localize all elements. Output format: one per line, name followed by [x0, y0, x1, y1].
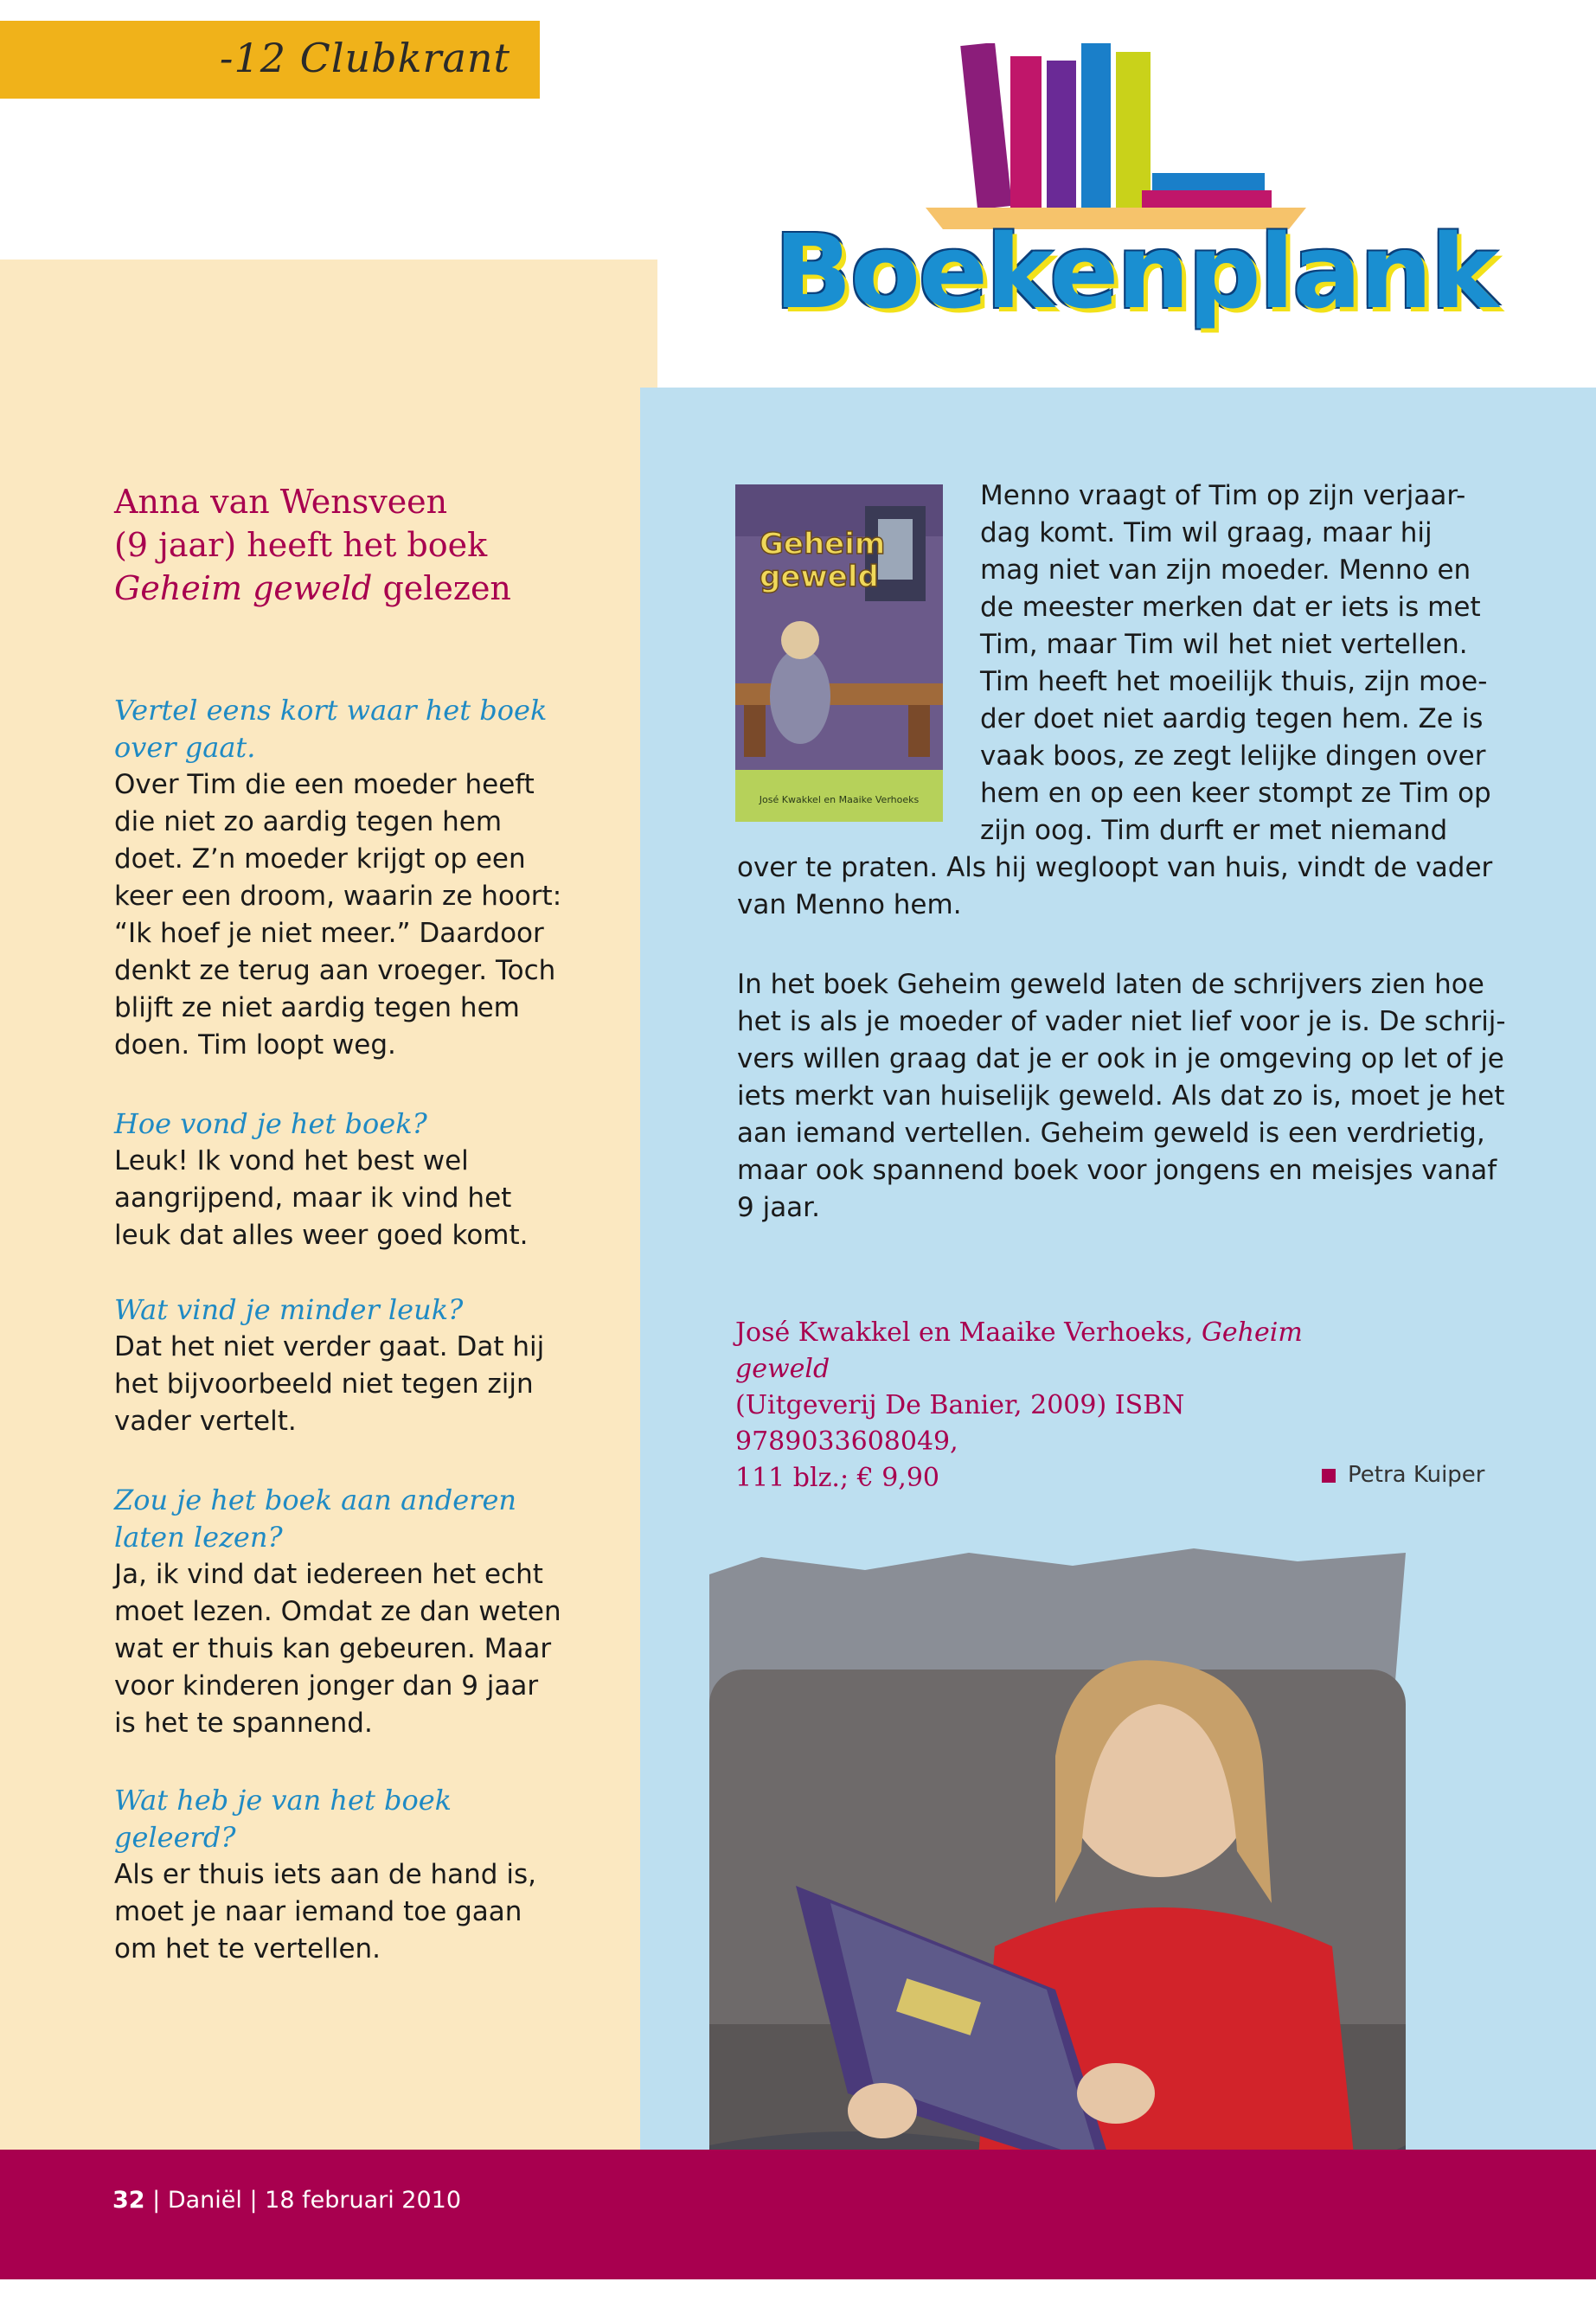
article-line: vaak boos, ze zegt lelijke dingen over	[980, 740, 1486, 772]
article-line: maar ook spannend boek voor jongens en meisjes vanaf	[737, 1155, 1497, 1186]
headline-line-2: (9 jaar) heeft het boek	[114, 526, 488, 564]
section-title: -12 Clubkrant	[219, 35, 510, 81]
article-line: zijn oog. Tim durft er met niemand	[980, 815, 1448, 846]
author-name: Petra Kuiper	[1348, 1462, 1485, 1488]
interview-answer: Over Tim die een moeder heeft die niet zo aardig tegen hem doet. Z’n moeder krijgt op een keer een droom, waarin ze hoort: “Ik hoef je niet meer.” Daardoor denkt ze terug aan vroeger. Toch blijft ze niet aardig tegen hem doen. Tim loopt weg.	[114, 769, 562, 1061]
footer-info	[112, 2187, 461, 2214]
interview-answer: Leuk! Ik vond het best wel aangrijpend, maar ik vind het leuk dat alles weer goed komt.	[114, 1145, 529, 1251]
article-line: over te praten. Als hij wegloopt van huis, vindt de vader	[737, 852, 1493, 883]
logo-wordmark: Boekenplank	[774, 212, 1497, 331]
article-line: het is als je moeder of vader niet lief voor je is. De schrij-	[737, 1006, 1506, 1037]
page-number: 32	[112, 2187, 145, 2214]
headline-line-1: Anna van Wensveen	[114, 483, 448, 521]
book-credits	[735, 1315, 1393, 1497]
article-line: vers willen graag dat je er ook in je omgeving op let of je	[737, 1043, 1504, 1074]
credits-authors: José Kwakkel en Maaike Verhoeks,	[735, 1317, 1202, 1348]
headline-book-title: Geheim geweld	[114, 569, 373, 607]
section-tab	[0, 21, 540, 99]
interview-question: Vertel eens kort waar het boek over gaat.	[114, 694, 548, 764]
headline-line-3	[114, 567, 599, 610]
book-cover-title-2: geweld	[760, 560, 879, 594]
article-line: Tim, maar Tim wil het niet vertellen.	[980, 629, 1468, 660]
book-cover-title-1: Geheim	[760, 527, 886, 561]
credits-line-3: 111 blz.; € 9,90	[735, 1463, 940, 1493]
interview-block-1	[114, 692, 564, 1064]
article-author	[1322, 1462, 1484, 1488]
article-line: der doet niet aardig tegen hem. Ze is	[980, 703, 1484, 734]
interview-answer: Dat het niet verder gaat. Dat hij het bijvoorbeeld niet tegen zijn vader vertelt.	[114, 1331, 545, 1437]
article-line: In het boek Geheim geweld laten de schrijvers zien hoe	[737, 969, 1484, 1000]
article-line: Tim heeft het moeilijk thuis, zijn moe-	[980, 666, 1488, 697]
article-line: aan iemand vertellen. Geheim geweld is een verdrietig,	[737, 1118, 1485, 1149]
article-line: dag komt. Tim wil graag, maar hij	[980, 517, 1433, 548]
footer-bar	[0, 2150, 1596, 2279]
interview-block-5	[114, 1782, 564, 1968]
headline-suffix: gelezen	[372, 569, 511, 607]
credits-line-1	[735, 1315, 1393, 1388]
article-line: hem en op een keer stompt ze Tim op	[980, 778, 1491, 809]
article-paragraph-2	[737, 966, 1516, 1227]
interview-block-3	[114, 1292, 564, 1440]
article-line: mag niet van zijn moeder. Menno en	[980, 554, 1471, 586]
book-cover-authors: José Kwakkel en Maaike Verhoeks	[759, 794, 920, 805]
interview-question: Wat heb je van het boek geleerd?	[114, 1784, 452, 1854]
book-cover-image	[735, 484, 943, 822]
interview-answer: Als er thuis iets aan de hand is, moet je naar iemand toe gaan om het te vertellen.	[114, 1859, 536, 1965]
torn-edge	[0, 260, 657, 398]
article-line: iets merkt van huiselijk geweld. Als dat zo is, moet je het	[737, 1080, 1505, 1112]
interview-answer: Ja, ik vind dat iedereen het echt moet lezen. Omdat ze dan weten wat er thuis kan gebeuren. Maar voor kinderen jonger dan 9 jaar is het te spannend.	[114, 1559, 561, 1739]
interview-block-4	[114, 1482, 564, 1742]
article-line: 9 jaar.	[737, 1192, 820, 1223]
square-bullet-icon	[1322, 1469, 1336, 1483]
article-full	[737, 849, 1516, 924]
footer-separator: |	[241, 2187, 266, 2214]
article-line: van Menno hem.	[737, 889, 962, 920]
interview-question: Zou je het boek aan anderen laten lezen?	[114, 1484, 517, 1554]
interview-block-2	[114, 1106, 564, 1254]
article-line: de meester merken dat er iets is met	[980, 592, 1481, 623]
article-line: Menno vraagt of Tim op zijn verjaar-	[980, 480, 1466, 511]
interview-question: Hoe vond je het boek?	[114, 1107, 427, 1140]
headline	[114, 480, 599, 610]
article-wrap	[980, 478, 1499, 849]
issue-date: 18 februari 2010	[265, 2187, 462, 2214]
footer-separator: |	[144, 2187, 168, 2214]
credits-line-2: (Uitgeverij De Banier, 2009) ISBN 9789033608049,	[735, 1390, 1185, 1457]
magazine-name: Daniël	[167, 2187, 242, 2214]
interview-question: Wat vind je minder leuk?	[114, 1293, 464, 1326]
credits-title: Geheim geweld	[735, 1317, 1303, 1384]
